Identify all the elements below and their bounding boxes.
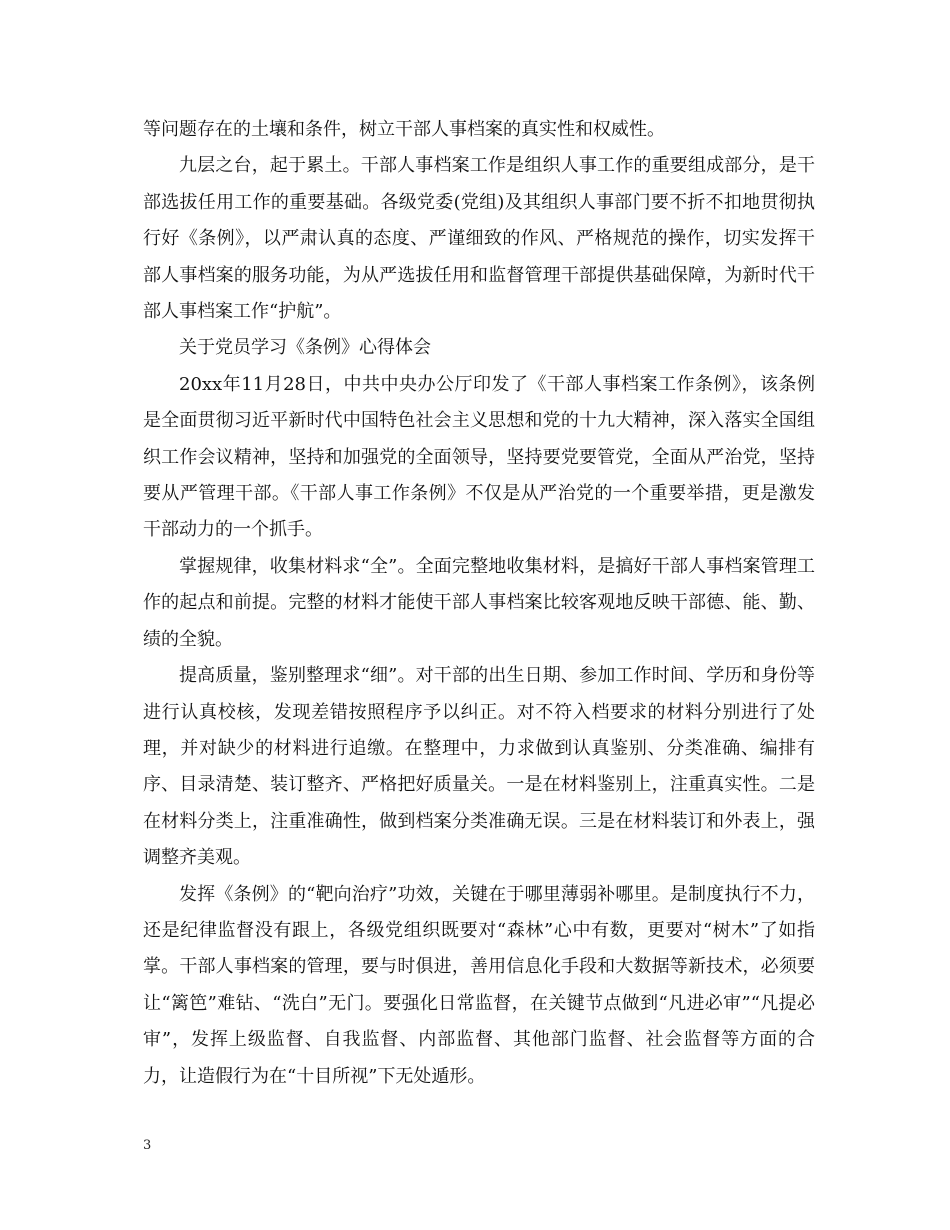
page-number: 3 [143, 1138, 152, 1153]
document-body [143, 112, 815, 1095]
paragraph-foundation: 九层之台，起于累土。干部人事档案工作是组织人事工作的重要组成部分，是干部选拔任用工作的重要基础。各级党委(党组)及其组织人事部门要不折不扣地贯彻执行好《条例》，以严肃认真的态度、严谨细致的作风、严格规范的操作，切实发挥干部人事档案的服务功能，为从严选拔任用和监督管理干部提供基础保障，为新时代干部人事档案工作“护航”。 [143, 155, 815, 323]
paragraph-targeted-therapy: 发挥《条例》的“靶向治疗”功效，关键在于哪里薄弱补哪里。是制度执行不力，还是纪律监督没有跟上，各级党组织既要对“森林”心中有数，更要对“树木”了如指掌。干部人事档案的管理，要与时俱进，善用信息化手段和大数据等新技术，必须要让“篱笆”难钻、“洗白”无门。要强化日常监督，在关键节点做到“凡进必审”“凡提必审”，发挥上级监督、自我监督、内部监督、其他部门监督、社会监督等方面的合力，让造假行为在“十目所视”下无处遁形。 [143, 883, 815, 1087]
section-heading: 关于党员学习《条例》心得体会 [179, 337, 431, 359]
paragraph-continuation: 等问题存在的土壤和条件，树立干部人事档案的真实性和权威性。 [143, 119, 665, 140]
paragraph-regulation-issued: 20xx年11月28日，中共中央办公厅印发了《干部人事档案工作条例》，该条例是全面贯彻习近平新时代中国特色社会主义思想和党的十九大精神，深入落实全国组织工作会议精神，坚持和加强党的全面领导，坚持要党要管党，全面从严治党，坚持要从严管理干部。《干部人事工作条例》不仅是从严治党的一个重要举措，更是激发干部动力的一个抓手。 [143, 373, 815, 541]
paragraph-improve-quality: 提高质量，鉴别整理求“细”。对干部的出生日期、参加工作时间、学历和身份等进行认真校核，发现差错按照程序予以纠正。对不符入档要求的材料分别进行了处理，并对缺少的材料进行追缴。在整理中，力求做到认真鉴别、分类准确、编排有序、目录清楚、装订整齐、严格把好质量关。一是在材料鉴别上，注重真实性。二是在材料分类上，注重准确性，做到档案分类准确无误。三是在材料装订和外表上，强调整齐美观。 [143, 665, 815, 869]
paragraph-collect-materials: 掌握规律，收集材料求“全”。全面完整地收集材料，是搞好干部人事档案管理工作的起点和前提。完整的材料才能使干部人事档案比较客观地反映干部德、能、勤、绩的全貌。 [143, 555, 815, 650]
